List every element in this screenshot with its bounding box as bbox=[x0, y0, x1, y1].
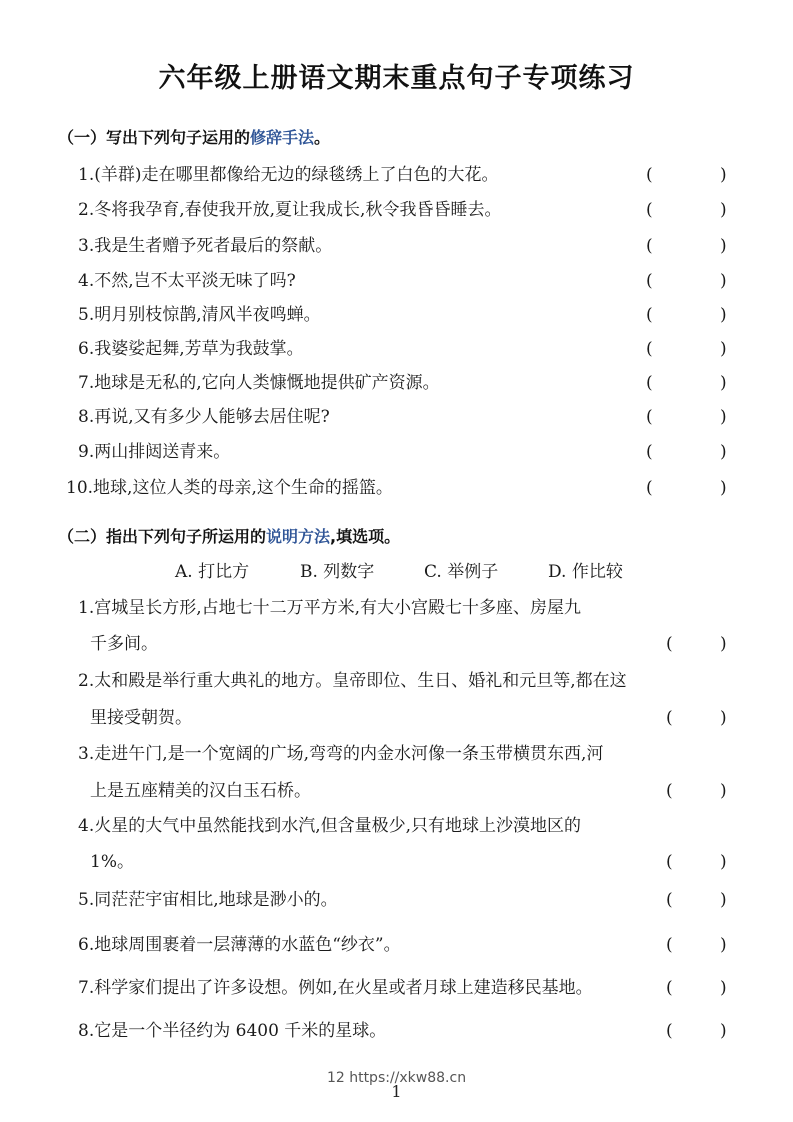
question-text: 4.火星的大气中虽然能找到水汽,但含量极少,只有地球上沙漠地区的 bbox=[78, 816, 582, 836]
answer-blank-open[interactable]: ( bbox=[666, 781, 673, 801]
question-row bbox=[78, 596, 730, 620]
section-1-instruction: 写出下列句子运用的 bbox=[106, 128, 251, 147]
answer-blank-close: ) bbox=[720, 339, 727, 359]
question-row bbox=[78, 198, 730, 222]
option-b: B. 列数字 bbox=[300, 562, 375, 582]
answer-blank-open[interactable]: ( bbox=[646, 442, 653, 462]
answer-blank-open[interactable]: ( bbox=[646, 305, 653, 325]
answer-blank-close: ) bbox=[720, 708, 727, 728]
question-row bbox=[78, 303, 730, 327]
question-row-continued bbox=[78, 779, 730, 803]
question-row bbox=[78, 337, 730, 361]
question-text: 7.科学家们提出了许多设想。例如,在火星或者月球上建造移民基地。 bbox=[78, 978, 593, 998]
option-c: C. 举例子 bbox=[424, 562, 499, 582]
section-2-heading bbox=[58, 524, 400, 547]
question-text-continued: 千多间。 bbox=[90, 634, 158, 654]
question-row bbox=[78, 405, 730, 429]
answer-blank-close: ) bbox=[720, 407, 727, 427]
answer-blank-open[interactable]: ( bbox=[646, 373, 653, 393]
answer-blank-open[interactable]: ( bbox=[666, 708, 673, 728]
page-number: 1 bbox=[391, 1082, 402, 1101]
answer-blank-close: ) bbox=[720, 781, 727, 801]
question-text: 1.宫城呈长方形,占地七十二万平方米,有大小宫殿七十多座、房屋九 bbox=[78, 598, 582, 618]
section-2-instruction: 指出下列句子所运用的 bbox=[106, 527, 267, 546]
answer-blank-open[interactable]: ( bbox=[646, 165, 653, 185]
answer-blank-open[interactable]: ( bbox=[646, 407, 653, 427]
answer-blank-close: ) bbox=[720, 373, 727, 393]
section-2-prefix: （二） bbox=[58, 527, 107, 546]
question-text: 3.走进午门,是一个宽阔的广场,弯弯的内金水河像一条玉带横贯东西,河 bbox=[78, 744, 604, 764]
watermark: 12 https://xkw88.cn bbox=[326, 1070, 467, 1086]
section-1-keyword: 修辞手法 bbox=[250, 128, 315, 147]
question-row bbox=[78, 163, 730, 187]
question-row bbox=[78, 976, 730, 1000]
page-title: 六年级上册语文期末重点句子专项练习 bbox=[158, 63, 635, 94]
answer-blank-close: ) bbox=[720, 1021, 727, 1041]
option-d: D. 作比较 bbox=[548, 562, 623, 582]
question-text-continued: 1%。 bbox=[90, 852, 134, 872]
question-row bbox=[78, 814, 730, 838]
question-text: 2.太和殿是举行重大典礼的地方。皇帝即位、生日、婚礼和元旦等,都在这 bbox=[78, 671, 627, 691]
question-text-continued: 上是五座精美的汉白玉石桥。 bbox=[90, 781, 311, 801]
answer-blank-close: ) bbox=[720, 200, 727, 220]
question-text: 10.地球,这位人类的母亲,这个生命的摇篮。 bbox=[66, 478, 393, 498]
answer-blank-close: ) bbox=[720, 852, 727, 872]
question-text: 5.同茫茫宇宙相比,地球是渺小的。 bbox=[78, 890, 338, 910]
answer-blank-open[interactable]: ( bbox=[646, 236, 653, 256]
answer-blank-open[interactable]: ( bbox=[666, 890, 673, 910]
section-1-instruction-end: 。 bbox=[314, 128, 331, 147]
question-row bbox=[78, 269, 730, 293]
answer-blank-close: ) bbox=[720, 165, 727, 185]
question-text: 7.地球是无私的,它向人类慷慨地提供矿产资源。 bbox=[78, 373, 440, 393]
question-row bbox=[78, 888, 730, 912]
question-row-continued bbox=[78, 706, 730, 730]
question-text-continued: 里接受朝贺。 bbox=[90, 708, 192, 728]
answer-blank-open[interactable]: ( bbox=[646, 339, 653, 359]
question-row bbox=[78, 234, 730, 258]
answer-options bbox=[0, 560, 793, 584]
answer-blank-close: ) bbox=[720, 478, 727, 498]
question-row bbox=[66, 476, 730, 500]
answer-blank-open[interactable]: ( bbox=[666, 634, 673, 654]
question-row bbox=[78, 933, 730, 957]
question-text: 3.我是生者赠予死者最后的祭献。 bbox=[78, 236, 333, 256]
question-row-continued bbox=[78, 632, 730, 656]
answer-blank-close: ) bbox=[720, 634, 727, 654]
answer-blank-close: ) bbox=[720, 978, 727, 998]
question-row bbox=[78, 742, 730, 766]
section-1-prefix: （一） bbox=[58, 128, 107, 147]
answer-blank-open[interactable]: ( bbox=[666, 852, 673, 872]
question-text: 8.再说,又有多少人能够去居住呢? bbox=[78, 407, 330, 427]
question-text: 8.它是一个半径约为 6400 千米的星球。 bbox=[78, 1021, 387, 1041]
question-text: 2.冬将我孕育,春使我开放,夏让我成长,秋令我昏昏睡去。 bbox=[78, 200, 502, 220]
answer-blank-open[interactable]: ( bbox=[646, 200, 653, 220]
question-row bbox=[78, 669, 730, 693]
question-row-continued bbox=[78, 850, 730, 874]
section-1-heading bbox=[58, 125, 330, 148]
question-row bbox=[78, 440, 730, 464]
section-2-keyword: 说明方法 bbox=[266, 527, 331, 546]
option-a: A. 打比方 bbox=[175, 562, 250, 582]
answer-blank-close: ) bbox=[720, 271, 727, 291]
question-text: 4.不然,岂不太平淡无味了吗? bbox=[78, 271, 296, 291]
answer-blank-open[interactable]: ( bbox=[646, 478, 653, 498]
answer-blank-close: ) bbox=[720, 935, 727, 955]
answer-blank-open[interactable]: ( bbox=[666, 935, 673, 955]
question-text: 6.我婆娑起舞,芳草为我鼓掌。 bbox=[78, 339, 304, 359]
answer-blank-close: ) bbox=[720, 442, 727, 462]
question-text: 5.明月别枝惊鹊,清风半夜鸣蝉。 bbox=[78, 305, 321, 325]
answer-blank-close: ) bbox=[720, 890, 727, 910]
answer-blank-close: ) bbox=[720, 236, 727, 256]
answer-blank-open[interactable]: ( bbox=[646, 271, 653, 291]
question-text: 1.(羊群)走在哪里都像给无边的绿毯绣上了白色的大花。 bbox=[78, 165, 499, 185]
question-row bbox=[78, 371, 730, 395]
question-text: 9.两山排闼送青来。 bbox=[78, 442, 231, 462]
answer-blank-open[interactable]: ( bbox=[666, 1021, 673, 1041]
section-2-instruction-end: ,填选项。 bbox=[330, 527, 401, 546]
answer-blank-open[interactable]: ( bbox=[666, 978, 673, 998]
answer-blank-close: ) bbox=[720, 305, 727, 325]
question-row bbox=[78, 1019, 730, 1043]
question-text: 6.地球周围裹着一层薄薄的水蓝色“纱衣”。 bbox=[78, 935, 401, 955]
